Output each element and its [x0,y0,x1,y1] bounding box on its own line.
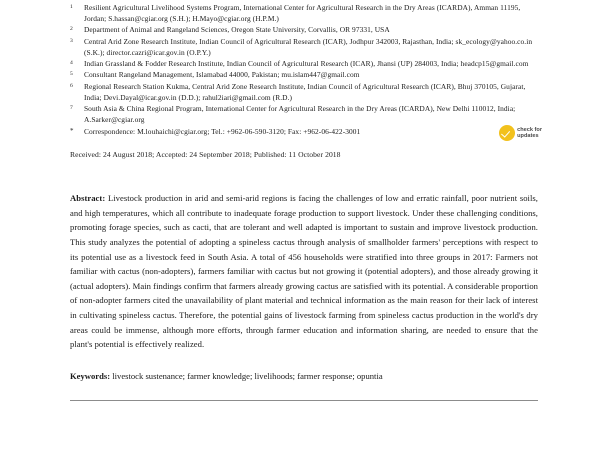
affiliation-marker: 3 [70,37,73,44]
abstract-body: Livestock production in arid and semi-arid regions is facing the challenges of low and erratic rainfall, poor nutrient soils, and high temperatures, which all contribute to inadequate forage production to support livestock. Under these challenging conditions, promoting forage species, such as cacti, that are tolerant and well adapted is important to sustain and improve livestock production. This study analyzes the potential of adopting a spineless cactus through analysis of smallholder farmers' perceptions with respect to its potential use as a livestock feed in South Asia. A total of 456 households were stratified into three groups in 2017: Farmers not familiar with cactus (non-adopters), farmers familiar with cactus but not growing it (potential adopters), and those already growing it (actual adopters). Main findings confirm that farmers already growing cactus are satisfied with its potential. A considerable proportion of non-adopter farmers cited the unavailability of plant material and technical information as the main reason for their lack of interest in cultivating spineless cactus. Therefore, the potential gains of livestock farming from spineless cactus production in the world's dry areas could be immense, although more efforts, through farmer education and information sharing, are needed to ensure that the plant's potential is effectively realized. [70,193,539,350]
check-for-updates-badge[interactable] [499,125,542,141]
badge-line-1: check for [517,126,542,133]
affiliation-item [70,81,538,103]
affiliation-marker: 1 [70,4,73,10]
affiliation-item [70,69,538,80]
affiliation-marker: 6 [70,82,73,89]
affiliation-list [70,2,538,125]
correspondence-marker: * [70,127,74,136]
check-for-updates-label [517,127,542,140]
affiliation-item [70,2,538,24]
check-circle-icon [499,125,515,141]
affiliation-marker: 5 [70,71,73,78]
affiliation-text: Regional Research Station Kukma, Central Arid Zone Research Institute, Indian Council of Agricultural Research (ICAR), Bhuj 370105, Gujarat, India; Devi.Dayal@icar.gov.in (D.D.); rahul2iari@gmail.com (R.D.) [84,81,526,102]
affiliation-text: South Asia & China Regional Program, International Center for Agricultural Research in the Dry Areas (ICARDA), New Delhi 110012, India; A.Sarker@cgiar.org [84,103,516,125]
affiliation-text: Department of Animal and Rangeland Sciences, Oregon State University, Corvallis, OR 97331, USA [84,25,390,35]
abstract-paragraph [70,191,538,352]
affiliation-text: Consultant Rangeland Management, Islamabad 44000, Pakistan; mu.islam447@gmail.com [84,70,360,80]
affiliation-item [70,36,538,58]
section-divider [70,400,538,401]
affiliation-item [70,24,538,35]
affiliation-marker: 7 [70,104,73,111]
correspondence-text: Correspondence: M.louhaichi@cgiar.org; Tel.: +962-06-590-3120; Fax: +962-06-422-3001 [84,127,361,137]
publication-dates: Received: 24 August 2018; Accepted: 24 September 2018; Published: 11 October 2018 [70,150,341,160]
affiliation-marker: 2 [70,26,73,33]
affiliation-item [70,58,538,69]
affiliation-text: Indian Grassland & Fodder Research Institute, Indian Council of Agricultural Research (ICAR), Jhansi (UP) 284003, India; headcp15@gmail.com [84,59,529,69]
keywords-paragraph [70,369,538,384]
affiliation-item [70,103,538,125]
affiliation-text: Resilient Agricultural Livelihood Systems Program, International Center for Agricultural Research in the Dry Areas (ICARDA), Amman 11195, Jordan; S.hassan@cgiar.org (S.H.); H.Mayo@cgiar.org (H.P.M.) [84,3,521,24]
abstract-label: Abstract: [70,193,106,204]
keywords-body: livestock sustenance; farmer knowledge; livelihoods; farmer response; opuntia [112,370,383,381]
affiliation-marker: 4 [70,60,73,67]
affiliation-text: Central Arid Zone Research Institute, Indian Council of Agricultural Research (ICAR), Jodhpur 342003, Rajasthan, India; sk_ecology@yahoo.co.in (S.K.); director.cazri@icar.gov.in (O.P.Y.) [84,36,533,57]
correspondence-line [70,126,539,140]
badge-line-2: updates [517,133,539,140]
keywords-label: Keywords: [70,370,111,381]
